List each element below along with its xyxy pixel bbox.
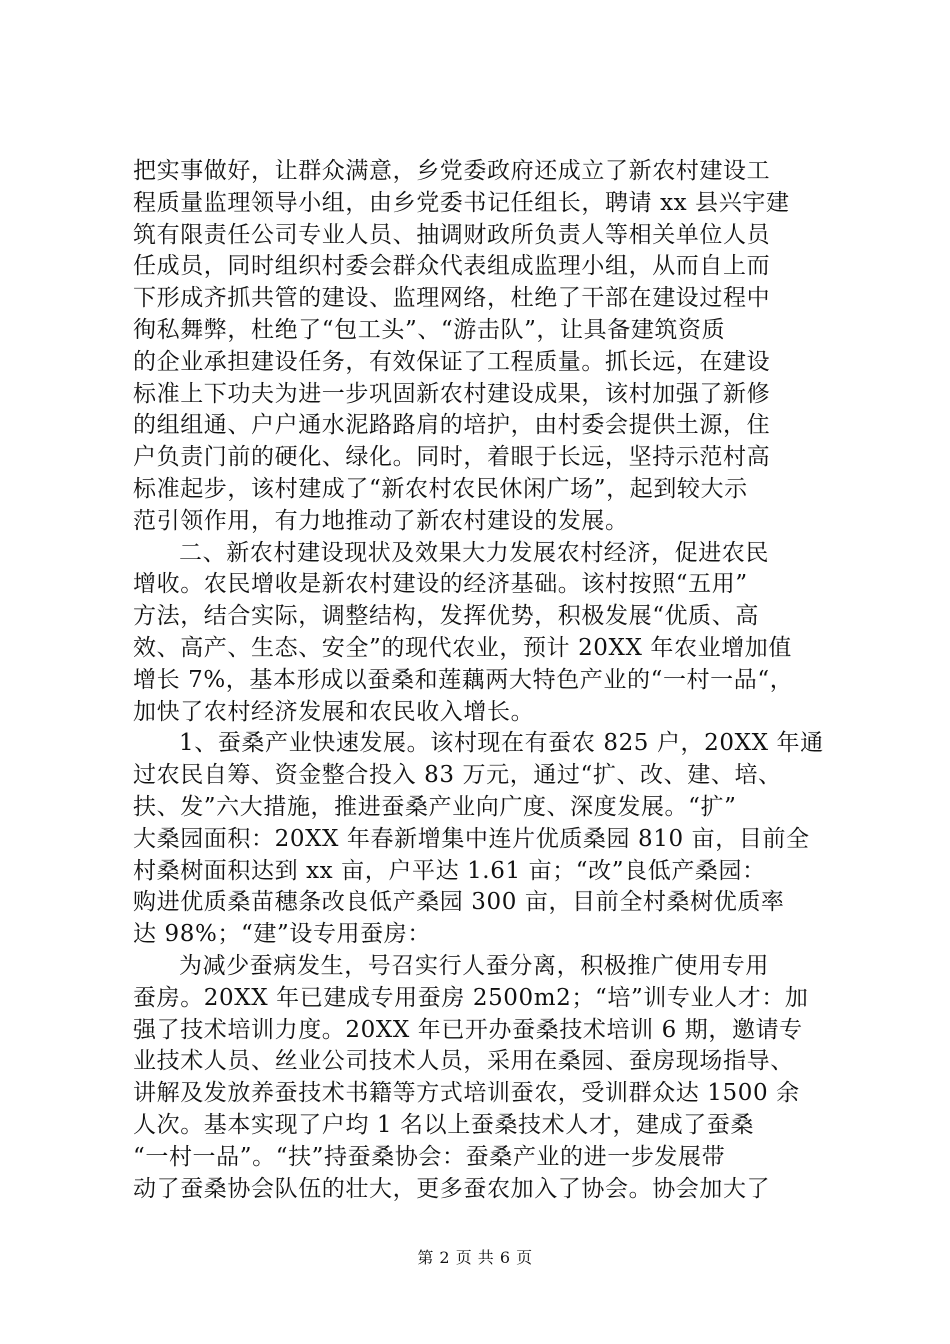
text-line: 下形成齐抓共管的建设、监理网络，杜绝了干部在建设过程中 [133, 285, 771, 312]
text-line: 增长 7%，基本形成以蚕桑和莲藕两大特色产业的“一村一品“， [133, 666, 794, 693]
text-line: 购进优质桑苗穗条改良低产桑园 300 亩，目前全村桑树优质率 [133, 889, 785, 916]
paragraph-start-line: 1、蚕桑产业快速发展。该村现在有蚕农 825 户，20XX 年通 [179, 730, 824, 757]
text-line: 过农民自筹、资金整合投入 83 万元，通过“扩、改、建、培、 [133, 762, 782, 789]
text-line: 范引领作用，有力地推动了新农村建设的发展。 [133, 507, 629, 534]
text-line: 的企业承担建设任务，有效保证了工程质量。抓长远，在建设 [133, 348, 771, 375]
text-line: 村桑树面积达到 xx 亩，户平达 1.61 亩；“改”良低产桑园： [133, 857, 766, 884]
text-line: 徇私舞弊，杜绝了“包工头”、“游击队”，让具备建筑资质 [133, 316, 726, 343]
text-line: 业技术人员、丝业公司技术人员，采用在桑园、蚕房现场指导、 [133, 1048, 794, 1075]
text-line: 任成员，同时组织村委会群众代表组成监理小组，从而自上而 [133, 253, 771, 280]
text-line: “一村一品”。“扶”持蚕桑协会：蚕桑产业的进一步发展带 [133, 1143, 726, 1170]
text-line: 的组组通、户户通水泥路路肩的培护，由村委会提供土源，住 [133, 412, 771, 439]
text-line: 讲解及发放养蚕技术书籍等方式培训蚕农，受训群众达 1500 余 [133, 1080, 800, 1107]
text-line: 大桑园面积：20XX 年春新增集中连片优质桑园 810 亩，目前全 [133, 825, 810, 852]
text-line: 动了蚕桑协会队伍的壮大，更多蚕农加入了协会。协会加大了 [133, 1175, 771, 1202]
text-line: 户负责门前的硬化、绿化。同时，着眼于长远，坚持示范村高 [133, 444, 771, 471]
page-number-footer: 第 2 页 共 6 页 [417, 1248, 533, 1267]
text-line: 程质量监理领导小组，由乡党委书记任组长，聘请 xx 县兴宇建 [133, 189, 790, 216]
document-body [133, 156, 833, 1205]
text-line: 强了技术培训力度。20XX 年已开办蚕桑技术培训 6 期，邀请专 [133, 1016, 803, 1043]
text-line: 标准起步，该村建成了“新农村农民休闲广场”，起到较大示 [133, 475, 748, 502]
text-line: 加快了农村经济发展和农民收入增长。 [133, 698, 535, 725]
paragraph-start-line: 为减少蚕病发生，号召实行人蚕分离，积极推广使用专用 [179, 952, 769, 979]
text-line: 增收。农民增收是新农村建设的经济基础。该村按照“五用” [133, 571, 748, 598]
text-line: 效、高产、生态、安全”的现代农业，预计 20XX 年农业增加值 [133, 634, 792, 661]
text-line: 把实事做好，让群众满意，乡党委政府还成立了新农村建设工 [133, 158, 771, 184]
text-line: 人次。基本实现了户均 1 名以上蚕桑技术人才，建成了蚕桑 [133, 1111, 755, 1138]
text-line: 达 98%；“建”设专用蚕房： [133, 921, 431, 948]
text-line: 扶、发”六大措施，推进蚕桑产业向广度、深度发展。“扩” [133, 793, 737, 820]
text-line: 筑有限责任公司专业人员、抽调财政所负责人等相关单位人员 [133, 221, 771, 248]
text-line: 方法，结合实际，调整结构，发挥优势，积极发展“优质、高 [133, 603, 759, 630]
text-line: 蚕房。20XX 年已建成专用蚕房 2500m2；“培”训专业人才：加 [133, 984, 809, 1011]
text-line: 标准上下功夫为进一步巩固新农村建设成果，该村加强了新修 [133, 380, 771, 407]
paragraph-start-line: 二、新农村建设现状及效果大力发展农村经济，促进农民 [179, 539, 769, 566]
